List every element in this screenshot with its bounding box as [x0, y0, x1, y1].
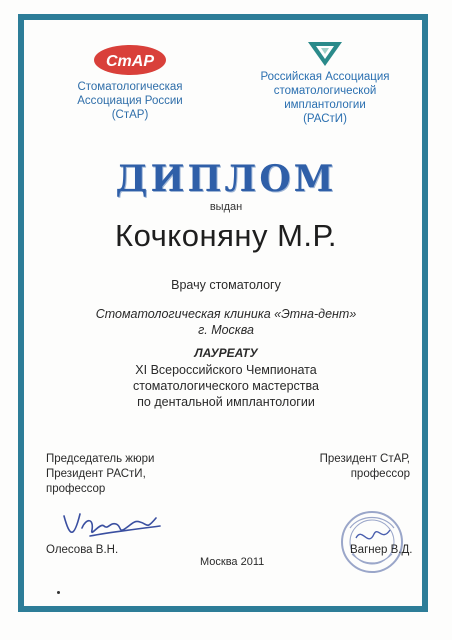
scan-dot [57, 591, 60, 594]
org-line: Российская Ассоциация [260, 71, 390, 83]
left-signatory-name: Олесова В.Н. [46, 544, 119, 556]
org-line: стоматологической [273, 85, 377, 97]
diploma-title: ДИПЛОМ [115, 158, 337, 200]
clinic-name: Стоматологическая клиника «Этна-дент» [95, 307, 357, 321]
org-line: Ассоциация России [77, 95, 183, 107]
issued-label: выдан [209, 201, 243, 213]
star-association-block [60, 42, 200, 122]
profession: Врачу стоматологу [171, 278, 281, 292]
rasti-association-name [240, 70, 410, 126]
signatory-title-line: Председатель жюри [46, 453, 155, 465]
left-signature-icon [60, 508, 170, 544]
signatory-title-line: Президент РАСтИ, [46, 468, 146, 480]
svg-text:СтАР: СтАР [105, 53, 155, 70]
city-year: Москва 2011 [200, 556, 265, 568]
clinic-info [0, 306, 452, 338]
championship-line: стоматологического мастерства [133, 379, 319, 393]
org-line: (РАСтИ) [303, 113, 347, 125]
championship-line: XI Всероссийского Чемпионата [135, 363, 317, 377]
signatory-title-line: профессор [350, 468, 410, 480]
rasti-logo-icon [306, 40, 344, 68]
recipient-name: Кочконяну М.Р. [115, 218, 337, 253]
rasti-association-block [240, 40, 410, 126]
star-association-name [60, 80, 200, 122]
org-line: Стоматологическая [77, 81, 183, 93]
right-signatory-title [306, 452, 410, 482]
org-line: (СтАР) [111, 109, 149, 121]
left-signatory-title [46, 452, 154, 497]
signatory-title-line: Президент СтАР, [319, 453, 410, 465]
right-signatory-name: Вагнер В.Д. [350, 544, 413, 556]
championship-info [0, 362, 452, 410]
stamp-icon [338, 508, 406, 576]
star-logo-icon [90, 42, 170, 78]
championship-line: по дентальной имплантологии [137, 395, 315, 409]
clinic-city: г. Москва [198, 323, 254, 337]
signatory-title-line: профессор [46, 483, 106, 495]
laureate-label: ЛАУРЕАТУ [194, 346, 258, 360]
org-line: имплантологии [284, 99, 366, 111]
